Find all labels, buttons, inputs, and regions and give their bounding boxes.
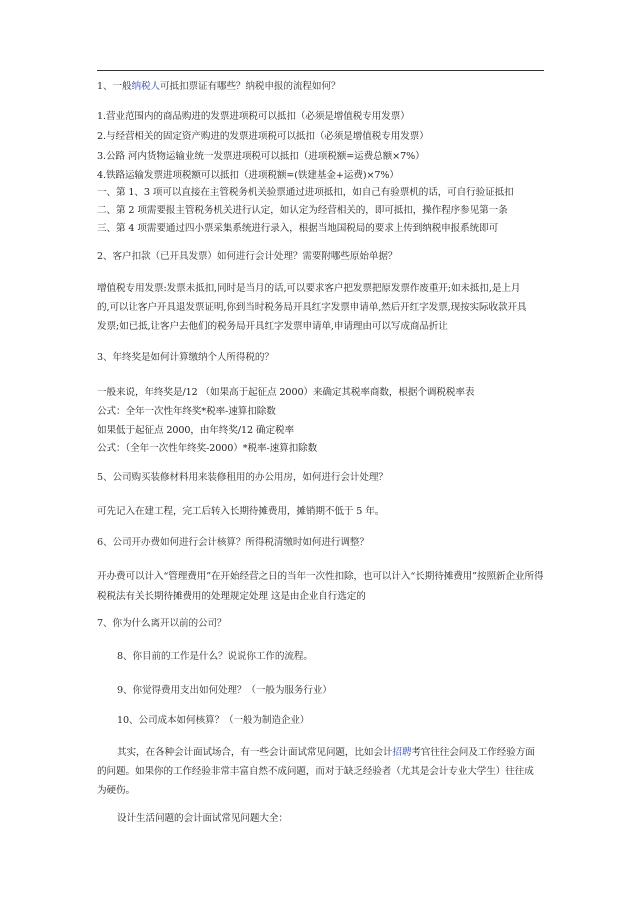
question-8: 8、你目前的工作是什么？说说你工作的流程。 xyxy=(117,651,313,662)
closing-line-3: 为硬伤。 xyxy=(97,785,135,796)
question-7: 7、你为什么离开以前的公司？ xyxy=(97,618,227,629)
final-heading: 设计生活问题的会计面试常见问题大全： xyxy=(117,813,288,824)
q1-item-3: 3.公路 河内货物运输业统一发票进项税可以抵扣（进项税额=运费总额×7%） xyxy=(97,151,425,162)
recruitment-link[interactable]: 招聘 xyxy=(392,747,412,758)
q1-item-1: 1.营业范围内的商品购进的发票进项税可以抵扣（必须是增值税专用发票） xyxy=(97,111,410,122)
question-3: 3、年终奖是如何计算缴纳个人所得税的？ xyxy=(97,352,274,363)
q2-answer-line-2: 的,可以让客户开具退发票证明,你到当时税务局开具红字发票申请单,然后开红字发票,现按实际收款开具 xyxy=(97,302,527,313)
q1-item-4: 4.铁路运输发票进项税额可以抵扣（进项税额=(铁建基金+运费)×7%） xyxy=(97,170,399,181)
q3-answer-line-4: 公式：（全年一次性年终奖-2000）*税率-速算扣除数 xyxy=(97,443,318,454)
question-6: 6、公司开办费如何进行会计核算？所得税清缴时如何进行调整？ xyxy=(97,537,369,548)
q2-answer-line-1: 增值税专用发票:发票未抵扣,同时是当月的话,可以要求客户把发票把原发票作废重开;如未抵扣,是上月 xyxy=(97,283,521,294)
q1-item-7: 三、第 4 项需要通过四小票采集系统进行录入，根据当地国税局的要求上传到纳税申报系统即可 xyxy=(97,223,499,234)
q2-answer-line-3: 发票;如已抵,让客户去他们的税务局开具红字发票申请单,申请理由可以写成商品折让 xyxy=(97,321,448,332)
taxpayer-link[interactable]: 纳税人 xyxy=(131,81,160,92)
question-10: 10、公司成本如何核算？（一般为制造企业） xyxy=(117,715,310,726)
question-1-suffix: 可抵扣票证有哪些？纳税申报的流程如何？ xyxy=(159,81,341,92)
question-1-prefix: 1、一般 xyxy=(97,81,132,92)
closing-line-1-suffix: 考官往往会问及工作经验方面 xyxy=(411,747,535,758)
q5-answer: 可先记入在建工程，完工后转入长期待摊费用，摊销期不低于 5 年。 xyxy=(97,506,385,517)
q3-answer-line-1: 一般来说，年终奖是/12 （如果高于起征点 2000）来确定其税率商数，根据个调税税率表 xyxy=(97,387,475,398)
q1-item-6: 二、第 2 项需要报主管税务机关进行认定，如认定为经营相关的，即可抵扣，操作程序参见第一条 xyxy=(97,205,508,216)
q6-answer-line-2: 税税法有关长期待摊费用的处理规定处理 这是由企业自行选定的 xyxy=(97,591,366,602)
question-5: 5、公司购买装修材料用来装修租用的办公用房，如何进行会计处理？ xyxy=(97,472,388,483)
question-2: 2、客户扣款（已开具发票）如何进行会计处理？需要附哪些原始单据？ xyxy=(97,251,398,262)
q6-answer-line-1: 开办费可以计入“管理费用”在开始经营之日的当年一次性扣除，也可以计入“长期待摊费用”按照新企业所得 xyxy=(97,571,544,582)
top-rule xyxy=(97,70,544,71)
closing-line-2: 的问题。如果你的工作经验非常丰富自然不成问题，而对于缺乏经验者（尤其是会计专业大学生）往往成 xyxy=(97,766,534,777)
q3-answer-line-3: 如果低于起征点 2000，由年终奖/12 确定税率 xyxy=(97,425,294,436)
closing-line-1-prefix: 其实，在各种会计面试场合，有一些会计面试常见问题，比如会计 xyxy=(117,747,393,758)
q3-answer-line-2: 公式：全年一次性年终奖*税率-速算扣除数 xyxy=(97,406,276,417)
closing-line-1 xyxy=(117,746,535,760)
question-1 xyxy=(97,80,340,94)
q1-item-2: 2.与经营相关的固定资产购进的发票进项税可以抵扣（必须是增值税专用发票） xyxy=(97,131,429,142)
q1-item-5: 一、第 1、3 项可以直接在主管税务机关验票通过进项抵扣，如自己有验票机的话，可自行验证抵扣 xyxy=(97,187,514,198)
question-9: 9、你觉得费用支出如何处理？（一般为服务行业） xyxy=(117,685,332,696)
